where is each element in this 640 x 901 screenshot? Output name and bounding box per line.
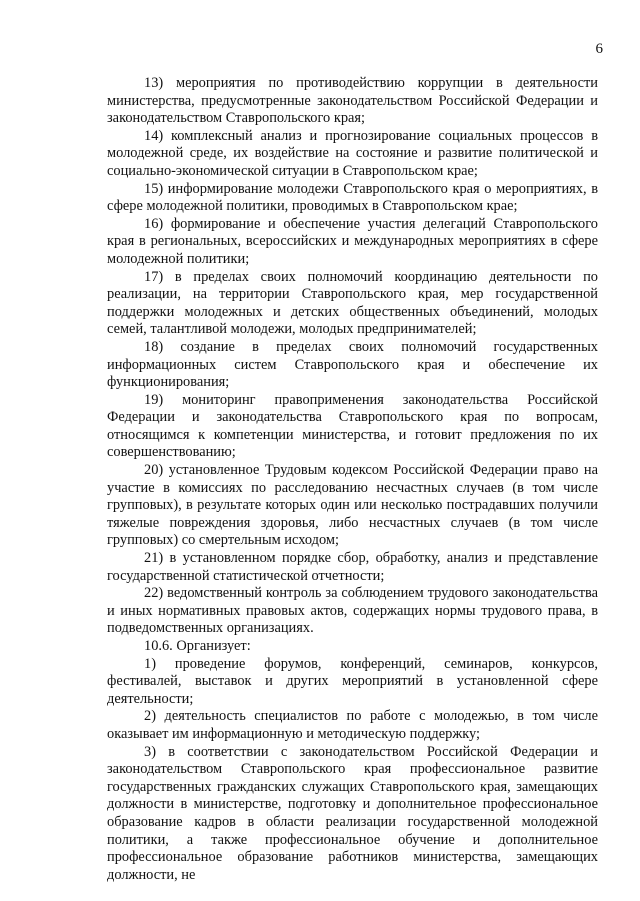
paragraph-item-13: 13) мероприятия по противодействию коррупции в деятельности министерства, предусмотренные законодательством Российской Федерации и законодательством Ставропольского края;	[107, 75, 598, 127]
paragraph-item-21: 21) в установленном порядке сбор, обработку, анализ и представление государственной статистической отчетности;	[107, 550, 598, 584]
paragraph-organize-3: 3) в соответствии с законодательством Российской Федерации и законодательством Ставропольского края профессиональное развитие государственных гражданских служащих Ставропольского края, замещающих должности в министерстве, подготовку и дополнительное профессиональное образование кадров в области реализации государственной молодежной политики, а также профессиональное обучение и дополнительное профессиональное образование работников министерства, замещающих должности, не	[107, 743, 598, 883]
paragraph-item-14: 14) комплексный анализ и прогнозирование социальных процессов в молодежной среде, их воздействие на состояние и развитие политической и социально-экономической ситуации в Ставропольском крае;	[107, 127, 598, 179]
page-number: 6	[595, 41, 603, 57]
paragraph-item-22: 22) ведомственный контроль за соблюдением трудового законодательства и иных нормативных правовых актов, содержащих нормы трудового права, в подведомственных организациях.	[107, 585, 598, 637]
paragraph-item-17: 17) в пределах своих полномочий координацию деятельности по реализации, на территории Ставропольского края, мер государственной поддержки молодежных и детских общественных объединений, молодых семей, талантливой молодежи, молодых предпринимателей;	[107, 268, 598, 338]
paragraph-item-15: 15) информирование молодежи Ставропольского края о мероприятиях, в сфере молодежной политики, проводимых в Ставропольском крае;	[107, 180, 598, 215]
document-body	[107, 75, 598, 884]
paragraph-item-18: 18) создание в пределах своих полномочий государственных информационных систем Ставропольского края и обеспечение их функционирования;	[107, 338, 598, 391]
paragraph-organize-1: 1) проведение форумов, конференций, семинаров, конкурсов, фестивалей, выставок и других мероприятий в установленной сфере деятельности;	[107, 655, 598, 707]
paragraph-item-19: 19) мониторинг правоприменения законодательства Российской Федерации и законодательства Ставропольского края по вопросам, относящимся к компетенции министерства, и готовит предложения по их совершенствованию;	[107, 391, 598, 461]
paragraph-item-20: 20) установленное Трудовым кодексом Российской Федерации право на участие в комиссиях по расследованию несчастных случаев (в том числе групповых), в результате которых один или несколько пострадавших получили тяжелые повреждения здоровья, либо несчастных случаев (в том числе групповых) со смертельным исходом;	[107, 462, 598, 549]
section-heading-10-6: 10.6. Организует:	[144, 638, 251, 654]
paragraph-organize-2: 2) деятельность специалистов по работе с молодежью, в том числе оказывает им информационную и методическую поддержку;	[107, 708, 598, 742]
paragraph-item-16: 16) формирование и обеспечение участия делегаций Ставропольского края в региональных, всероссийских и международных мероприятиях в сфере молодежной политики;	[107, 215, 598, 267]
